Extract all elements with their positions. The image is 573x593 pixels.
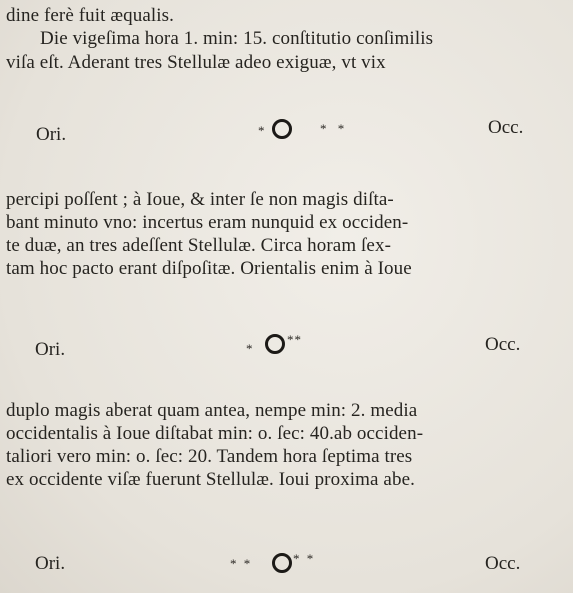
text-line-11: ex occidente viſæ fuerunt Stellulæ. Ioui proxima abe. (6, 469, 415, 490)
text-line-6: te duæ, an tres adeſſent Stellulæ. Circa horam ſex- (6, 235, 391, 256)
west-star-markers: * * (293, 551, 316, 566)
text-line-7: tam hoc pacto erant diſpoſitæ. Orientalis enim à Ioue (6, 258, 412, 279)
occident-label: Occ. (485, 553, 521, 574)
east-star-marker: * (246, 341, 253, 356)
west-star-markers: * * (320, 121, 349, 136)
text-line-8: duplo magis aberat quam antea, nempe min: 2. media (6, 400, 418, 421)
text-line-9: occidentalis à Ioue diſtabat min: o. ſec: 40.ab occiden- (6, 423, 424, 444)
occident-label: Occ. (488, 117, 524, 138)
jupiter-disc (272, 119, 292, 139)
orient-label: Ori. (35, 553, 66, 574)
orient-label: Ori. (35, 339, 66, 360)
west-star-markers: ** (287, 332, 302, 347)
text-line-5: bant minuto vno: incertus eram nunquid ex occiden- (6, 212, 409, 233)
jupiter-diagram-3 (0, 548, 573, 588)
text-line-3: viſa eſt. Aderant tres Stellulæ adeo exiguæ, vt vix (6, 52, 386, 73)
east-star-marker: * (258, 123, 265, 138)
east-star-markers: * * (230, 556, 253, 571)
text-line-2: Die vigeſima hora 1. min: 15. conſtitutio conſimilis (40, 28, 434, 49)
jupiter-diagram-2 (0, 328, 573, 368)
orient-label: Ori. (36, 124, 67, 145)
occident-label: Occ. (485, 334, 521, 355)
text-line-1: dine ferè fuit æqualis. (6, 5, 174, 26)
jupiter-diagram-1 (0, 115, 573, 155)
text-line-4: percipi poſſent ; à Ioue, & inter ſe non magis diſta- (6, 189, 394, 210)
text-line-10: taliori vero min: o. ſec: 20. Tandem hora ſeptima tres (6, 446, 413, 467)
jupiter-disc (272, 553, 292, 573)
jupiter-disc (265, 334, 285, 354)
